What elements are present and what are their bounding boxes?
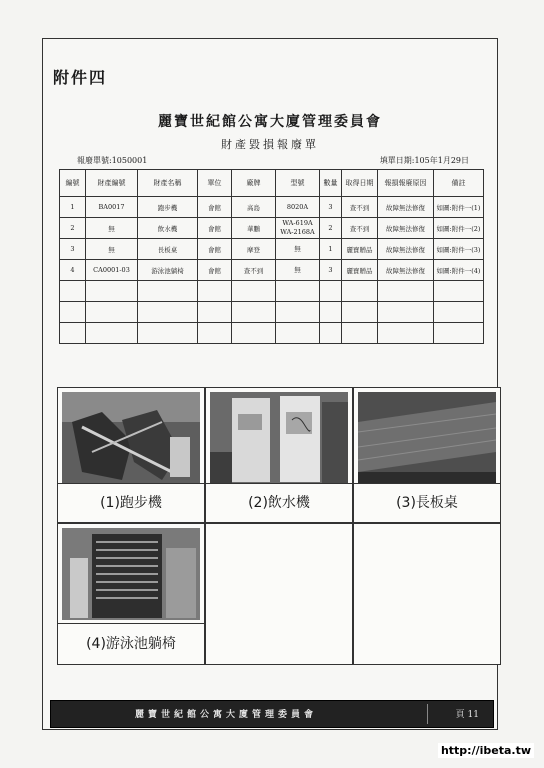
long-table-photo xyxy=(358,392,496,484)
photo-cell-treadmill xyxy=(57,387,205,523)
table-cell: 如圖:附件一(3) xyxy=(434,239,484,260)
table-cell: 麗寶贈品 xyxy=(342,260,378,281)
table-cell: 麗寶贈品 xyxy=(342,239,378,260)
photo-cell-water-dispenser xyxy=(205,387,353,523)
table-cell: 1 xyxy=(60,197,86,218)
table-cell xyxy=(60,281,86,302)
table-cell xyxy=(320,323,342,344)
table-cell xyxy=(86,302,138,323)
table-cell: 查不到 xyxy=(342,197,378,218)
column-header: 備註 xyxy=(434,170,484,197)
table-cell xyxy=(138,281,198,302)
pool-lounger-photo xyxy=(62,528,200,620)
table-cell: 會館 xyxy=(198,197,232,218)
treadmill-photo xyxy=(62,392,200,484)
table-cell xyxy=(378,323,434,344)
table-cell: 如圖:附件一(2) xyxy=(434,218,484,239)
table-cell: 高島 xyxy=(232,197,276,218)
table-cell: 查不到 xyxy=(232,260,276,281)
table-cell xyxy=(342,281,378,302)
table-cell: 如圖:附件一(1) xyxy=(434,197,484,218)
water-dispenser-photo xyxy=(210,392,348,484)
attachment-label: 附件四 xyxy=(53,68,108,87)
table-cell: 會館 xyxy=(198,260,232,281)
form-title: 財產毀損報廢單 xyxy=(221,138,319,151)
footer-divider xyxy=(427,704,428,724)
table-row xyxy=(60,218,484,239)
column-header: 單位 xyxy=(198,170,232,197)
table-row xyxy=(60,323,484,344)
photo-caption: (1)跑步機 xyxy=(58,483,204,522)
watermark-url[interactable]: http://ibeta.tw xyxy=(438,743,534,758)
table-cell: 1 xyxy=(320,239,342,260)
table-cell xyxy=(232,323,276,344)
table-cell: 故障無法修復 xyxy=(378,218,434,239)
table-row xyxy=(60,260,484,281)
table-cell: 3 xyxy=(320,260,342,281)
photo-cell-empty xyxy=(205,523,353,665)
document-page xyxy=(42,38,498,730)
table-cell xyxy=(342,302,378,323)
table-cell: 故障無法修復 xyxy=(378,197,434,218)
table-cell: 飲水機 xyxy=(138,218,198,239)
table-cell: 3 xyxy=(320,197,342,218)
table-cell: 游泳池躺椅 xyxy=(138,260,198,281)
table-cell: 查不到 xyxy=(342,218,378,239)
table-cell xyxy=(434,281,484,302)
table-cell xyxy=(86,281,138,302)
table-cell xyxy=(198,302,232,323)
table-cell: 如圖:附件一(4) xyxy=(434,260,484,281)
table-cell: BA0017 xyxy=(86,197,138,218)
report-number: 報廢單號:1050001 xyxy=(77,156,148,165)
table-cell xyxy=(276,302,320,323)
fill-date: 填單日期:105年1月29日 xyxy=(379,156,469,165)
table-cell xyxy=(320,281,342,302)
table-cell: WA-619A WA-2168A xyxy=(276,218,320,239)
table-cell xyxy=(378,302,434,323)
table-cell xyxy=(434,323,484,344)
photo-cell-empty xyxy=(353,523,501,665)
table-cell: 無 xyxy=(86,239,138,260)
table-cell: 2 xyxy=(60,218,86,239)
table-cell xyxy=(342,323,378,344)
table-cell: 故障無法修復 xyxy=(378,239,434,260)
table-row xyxy=(60,239,484,260)
table-cell xyxy=(138,302,198,323)
table-cell: 無 xyxy=(276,260,320,281)
column-header: 數量 xyxy=(320,170,342,197)
table-cell xyxy=(198,281,232,302)
photo-caption: (3)長板桌 xyxy=(354,483,500,522)
photo-caption: (2)飲水機 xyxy=(206,483,352,522)
table-cell xyxy=(434,302,484,323)
table-cell: CA0001-03 xyxy=(86,260,138,281)
table-cell: 跑步機 xyxy=(138,197,198,218)
org-title: 麗寶世紀館公寓大廈管理委員會 xyxy=(158,114,382,130)
column-header: 編號 xyxy=(60,170,86,197)
table-row xyxy=(60,281,484,302)
footer-org-name: 麗寶世紀館公寓大廈管理委員會 xyxy=(134,710,317,720)
table-row xyxy=(60,197,484,218)
table-cell: 故障無法修復 xyxy=(378,260,434,281)
column-header: 廠牌 xyxy=(232,170,276,197)
table-cell xyxy=(86,323,138,344)
table-cell: 華鵬 xyxy=(232,218,276,239)
table-cell xyxy=(276,281,320,302)
page-number: 頁 11 xyxy=(455,710,479,720)
table-cell xyxy=(198,323,232,344)
table-cell xyxy=(60,323,86,344)
table-cell: 2 xyxy=(320,218,342,239)
table-cell: 摩登 xyxy=(232,239,276,260)
photo-grid xyxy=(57,387,501,665)
photo-caption: (4)游泳池躺椅 xyxy=(58,623,204,664)
table-cell xyxy=(232,281,276,302)
table-cell xyxy=(138,323,198,344)
table-cell xyxy=(320,302,342,323)
table-cell xyxy=(276,323,320,344)
column-header: 財產名稱 xyxy=(138,170,198,197)
table-cell: 無 xyxy=(86,218,138,239)
photo-cell-long-table xyxy=(353,387,501,523)
table-row xyxy=(60,302,484,323)
photo-cell-pool-lounger xyxy=(57,523,205,665)
table-cell: 會館 xyxy=(198,239,232,260)
table-cell xyxy=(60,302,86,323)
table-cell: 長板桌 xyxy=(138,239,198,260)
asset-table xyxy=(59,169,484,344)
table-cell xyxy=(378,281,434,302)
table-cell: 4 xyxy=(60,260,86,281)
table-cell: 無 xyxy=(276,239,320,260)
column-header: 財產編號 xyxy=(86,170,138,197)
column-header: 取得日期 xyxy=(342,170,378,197)
table-cell: 8020A xyxy=(276,197,320,218)
column-header: 型號 xyxy=(276,170,320,197)
table-cell: 會館 xyxy=(198,218,232,239)
footer-bar xyxy=(50,700,494,728)
table-cell: 3 xyxy=(60,239,86,260)
table-header-row xyxy=(60,170,484,197)
table-cell xyxy=(232,302,276,323)
column-header: 報損報廢原因 xyxy=(378,170,434,197)
